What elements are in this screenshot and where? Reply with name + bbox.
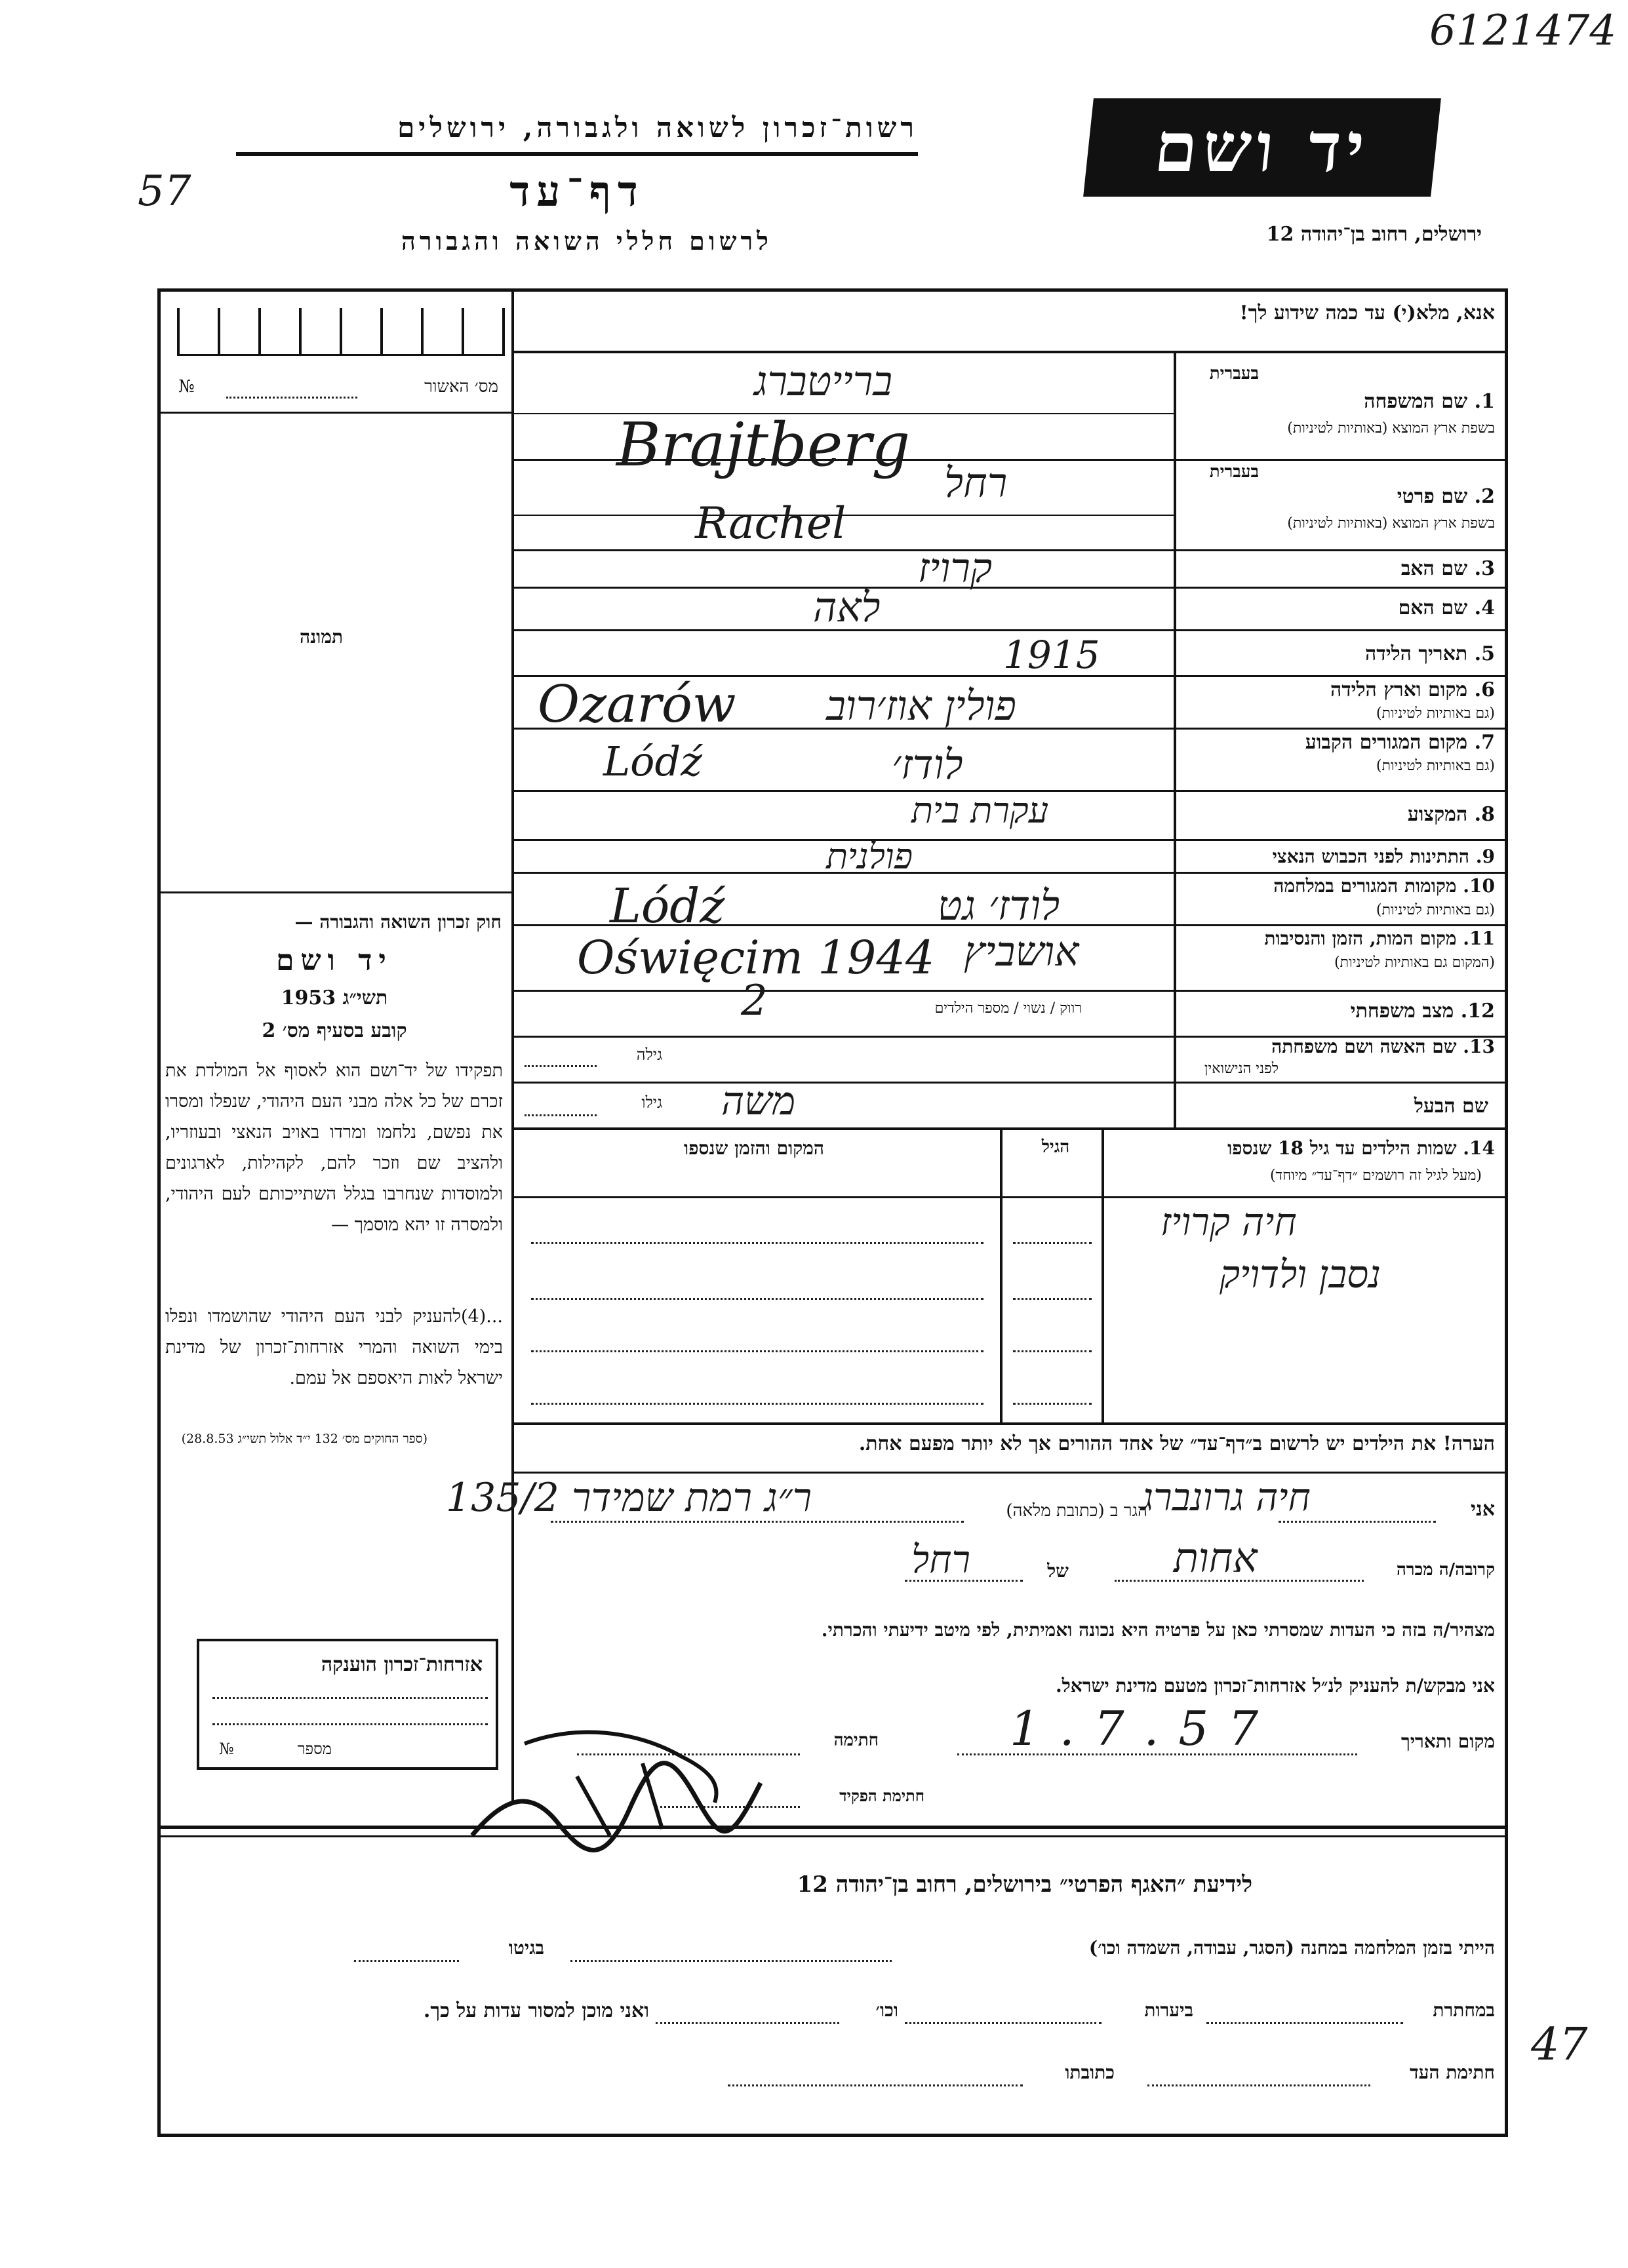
header-address: ירושלים, רחוב בן־יהודה 12 — [1266, 223, 1482, 246]
field-7-label — [1180, 731, 1495, 754]
children-col-place: המקום והזמן שנספו — [684, 1137, 824, 1159]
field-1-value-latin: Brajtberg — [616, 410, 911, 480]
cert-label: מס׳ האשור — [424, 377, 498, 397]
field-11-sub: (המקום גם באותיות לטיניות) — [1334, 954, 1495, 971]
field-10-number: 10. — [1463, 875, 1495, 897]
field-3-value: קרויז — [918, 544, 993, 592]
children-row-line — [531, 1350, 983, 1352]
photo-separator — [157, 891, 511, 893]
field-2-title: שם פרטי — [1397, 485, 1468, 508]
field-6-number: 6. — [1474, 678, 1495, 701]
field-10-value-hebrew: לודז׳ גט — [938, 882, 1060, 929]
decl-relation-value: אחות — [1174, 1534, 1258, 1582]
field-10-label — [1180, 875, 1495, 897]
children-row-line — [1013, 1298, 1092, 1300]
child-row-2: נסבן ולדויק — [1220, 1252, 1381, 1297]
field-13-age-line — [525, 1065, 597, 1067]
children-row-line — [531, 1242, 983, 1244]
decl-i-value: חיה גרונברג — [1141, 1475, 1311, 1519]
field-10-title: מקומות המגורים במלחמה — [1273, 875, 1457, 897]
field-13-number: 13. — [1463, 1036, 1495, 1057]
children-label — [1115, 1137, 1495, 1160]
footer-title: לידיעת ״האגף הפרטי״ בירושלים, רחוב בן־יהודה 12 — [797, 1871, 1252, 1898]
decl-official-label: חתימת הפקיד — [839, 1786, 924, 1805]
footer-line2-underground: במחתרת — [1433, 1999, 1495, 2021]
field-12-label — [1180, 1000, 1495, 1023]
children-row-line — [1013, 1242, 1092, 1244]
children-row-line — [1013, 1403, 1092, 1405]
footer-double-line-bottom — [157, 1835, 1508, 1837]
field-12-value: 2 — [741, 977, 768, 1025]
field-2-sub: בשפת ארץ המוצא (באותיות לטיניות) — [1287, 515, 1495, 532]
row-line — [511, 872, 1508, 874]
field-11-value-latin: Oświęcim 1944 — [577, 931, 935, 985]
field-2-value-latin: Rachel — [695, 498, 846, 549]
decl-of-value: רחל — [911, 1537, 970, 1582]
photo-label: תמונה — [299, 626, 344, 648]
footer-line3-dots-b — [728, 2084, 1023, 2086]
footer-line1-ghetto: בגיטו — [508, 1937, 544, 1959]
field-5-value: 1915 — [1003, 633, 1100, 677]
husband-label: שם הבעל — [1414, 1095, 1488, 1118]
decl-i-line — [1279, 1521, 1436, 1523]
authority-underline — [236, 152, 918, 156]
footer-line1-dots-b — [354, 1960, 459, 1962]
law-title: חוק זכרון השואה והגבורה — — [294, 911, 502, 933]
field-9-title: התתינות לפני הכבוש הנאצי — [1272, 846, 1470, 867]
field-5-label — [1180, 642, 1495, 665]
decl-i-label: אני — [1471, 1498, 1495, 1521]
field-6-title: מקום וארץ הלידה — [1330, 678, 1468, 701]
children-title: שמות הילדים עד גיל 18 שנספו — [1227, 1137, 1457, 1159]
form-title: דף־עד — [509, 167, 645, 216]
footer-line2-forests: ביערות — [1144, 1999, 1193, 2021]
field-12-options: רווק / נשוי / מספר הילדים — [934, 1000, 1082, 1017]
cert-number-sign: № — [178, 377, 195, 397]
field-7-value-latin: Lódź — [603, 737, 702, 785]
decl-place-date-label: מקום ותאריך — [1400, 1730, 1495, 1752]
footer-line2-etc: וכו׳ — [875, 1999, 898, 2021]
field-6-value-hebrew: פולין אוז׳רוב — [826, 682, 1016, 730]
field-8-title: המקצוע — [1407, 803, 1468, 826]
decl-resides-line — [551, 1521, 964, 1523]
form-subtitle: לרשום חללי השואה והגבורה — [401, 226, 772, 256]
margin-mark-57: 57 — [138, 167, 191, 216]
field-11-value-hebrew: אושביץ — [964, 928, 1079, 975]
authority-title: רשות־זכרון לשואה ולגבורה, ירושלים — [397, 111, 918, 144]
field-12-title: מצב משפחתי — [1350, 1000, 1454, 1023]
field-6-value-latin: Ozarów — [538, 675, 736, 734]
footer-line1-dots-a — [570, 1960, 892, 1962]
decl-statement-1: מצהיר/ה בזה כי העדות שמסרתי כאן על פרטיה היא נכונה ואמיתית, לפי מיטב ידיעתי והכרתי. — [821, 1619, 1495, 1641]
footer-line2-testimony: ואני מוכן למסור עדות על כך. — [423, 1999, 649, 2022]
field-7-title: מקום המגורים הקבוע — [1305, 731, 1468, 754]
decl-of-label: של — [1047, 1560, 1069, 1582]
field-7-sub: (גם באותיות לטיניות) — [1376, 758, 1495, 774]
husband-age-line — [525, 1114, 597, 1116]
footer-line2-dots-a — [1206, 2022, 1403, 2024]
field-1-label — [1180, 390, 1495, 413]
children-bottom-line — [511, 1422, 1508, 1425]
husband-value: משה — [721, 1078, 796, 1124]
field-11-number: 11. — [1463, 928, 1495, 949]
row-line — [511, 587, 1508, 589]
husband-age-label: גילו — [641, 1093, 662, 1112]
decl-relation-label: קרובה/ה מכרה — [1396, 1560, 1495, 1580]
field-3-label — [1180, 557, 1495, 580]
child-row-1: חיה קרויז — [1161, 1200, 1297, 1244]
field-2-hebrew-tag: בעברית — [1209, 462, 1259, 482]
field-13-sub: לפני הנישואין — [1204, 1061, 1279, 1077]
children-row-line — [531, 1403, 983, 1405]
field-5-title: תאריך הלידה — [1365, 642, 1468, 665]
law-name: יד ושם — [276, 944, 393, 977]
law-year: תשי״ג 1953 — [281, 987, 388, 1009]
field-5-number: 5. — [1474, 642, 1495, 665]
law-text-continued: ...(4)להעניק לבני העם היהודי שהושמדו ונפלו בימי השואה והמרי אזרחות־זכרון של מדינת ישראל לאות היאספם אל עמם. — [165, 1306, 503, 1388]
box-number-sign: № — [219, 1740, 234, 1758]
row-line — [511, 839, 1508, 841]
children-sub: (מעל לגיל זה רושמים ״דף־עד״ מיוחד) — [1269, 1167, 1482, 1184]
row-line — [511, 1127, 1508, 1130]
field-3-title: שם האב — [1400, 557, 1468, 580]
field-9-label — [1180, 846, 1495, 868]
decl-resides-label: הגר ב (כתובת מלאה) — [1006, 1501, 1147, 1521]
field-6-label — [1180, 678, 1495, 701]
field-11-label — [1180, 928, 1495, 950]
field-4-value: לאה — [813, 583, 881, 631]
footer-line2-dots-c — [656, 2022, 839, 2024]
footer-line3-address: כתובתו — [1065, 2062, 1115, 2083]
field-10-value-latin: Lódź — [610, 878, 725, 933]
decl-place-date-value: 1.7.57 — [1010, 1701, 1279, 1756]
field-12-number: 12. — [1460, 1000, 1495, 1023]
field-10-sub: (גם באותיות לטיניות) — [1376, 902, 1495, 918]
field-6-sub: (גם באותיות לטיניות) — [1376, 705, 1495, 722]
footer-line1-text: הייתי בזמן המלחמה במחנה (הסגר, עבודה, השמדה וכו׳) — [1088, 1937, 1495, 1959]
footer-line3-dots-a — [1147, 2084, 1370, 2086]
field-8-label — [1180, 803, 1495, 826]
intro-separator — [511, 351, 1508, 353]
footer-line2-dots-b — [905, 2022, 1102, 2024]
children-col-age: הגיל — [1041, 1137, 1070, 1157]
decl-signature-label: חתימה — [833, 1730, 879, 1750]
field-8-value: עקרת בית — [911, 790, 1049, 831]
children-header-line — [511, 1196, 1508, 1198]
field-1-sub: בשפת ארץ המוצא (באותיות לטיניות) — [1287, 420, 1495, 437]
children-row-line — [531, 1298, 983, 1300]
field-2-value-hebrew: רחל — [944, 459, 1008, 507]
footer-double-line-top — [157, 1826, 1508, 1829]
law-reference: (ספר החוקים מס׳ 132 י״ד אלול תשי״ג 28.8.53) — [181, 1432, 427, 1446]
box-title: אזרחות־זכרון הוענקה — [321, 1653, 483, 1676]
field-7-value-hebrew: לודז׳ — [892, 741, 963, 789]
serial-boxes — [177, 308, 505, 356]
decl-statement-2: אני מבקש/ת להעניק לנ״ל אזרחות־זכרון מטעם מדינת ישראל. — [1055, 1675, 1495, 1696]
field-1-title: שם המשפחה — [1364, 390, 1468, 413]
field-2-label — [1180, 485, 1495, 508]
field-13-label — [1180, 1036, 1495, 1058]
field-1-value-hebrew: ברייטברג — [754, 357, 893, 405]
law-section: קובע בסעיף מס׳ 2 — [262, 1019, 407, 1042]
children-row-line — [1013, 1350, 1092, 1352]
cert-separator — [157, 412, 511, 414]
field-4-number: 4. — [1474, 596, 1495, 619]
field-label-divider — [1174, 351, 1176, 1127]
cert-line — [226, 397, 357, 399]
field-4-label — [1180, 596, 1495, 619]
law-text: תפקידו של יד־ושם הוא לאסוף אל המולדת את זכרם של כל אלה מבני העם היהודי, שנפלו ומסרו את נפשם, נלחמו ומרדו באויב הנאצי ובעוזריו, ולהציב שם וזכר להם, לקהילות, לארגונים ולמוסדות שנחרבו בגלל השתייכותם לעם היהודי, ולמסרה זו יהא מוסמך — — [165, 1061, 503, 1235]
field-11-title: מקום המות, הזמן והנסיבות — [1264, 928, 1457, 949]
decl-resides-value: ר״ג רמת שמידר 135/2 — [446, 1475, 812, 1521]
field-1-number: 1. — [1474, 390, 1495, 413]
field-13-title: שם האשה ושם משפחתה — [1271, 1036, 1457, 1057]
field-4-title: שם האם — [1398, 596, 1468, 619]
field-3-number: 3. — [1474, 557, 1495, 580]
field-9-number: 9. — [1475, 846, 1495, 867]
signature-scribble — [446, 1698, 813, 1881]
children-age-divider-left — [1000, 1127, 1003, 1422]
field-7-number: 7. — [1474, 731, 1495, 754]
field-8-number: 8. — [1474, 803, 1495, 826]
note-text: הערה! את הילדים יש לרשום ב״דף־עד״ של אחד ההורים אך לא יותר מפעם אחת. — [858, 1432, 1495, 1455]
yad-vashem-logo — [1083, 98, 1441, 197]
note-line — [511, 1472, 1508, 1474]
row-line — [511, 1082, 1508, 1084]
field-9-value: פולנית — [826, 836, 913, 877]
children-number: 14. — [1463, 1137, 1495, 1159]
margin-mark-47: 47 — [1531, 2019, 1588, 2071]
logo-text: יד ושם — [1151, 107, 1374, 187]
top-archive-number: 6121474 — [1429, 7, 1617, 55]
box-number-label: מספר — [297, 1740, 332, 1758]
children-age-divider-right — [1102, 1127, 1104, 1422]
footer-line3-signature: חתימת העד — [1410, 2062, 1495, 2083]
row-line — [511, 629, 1508, 631]
intro-text: אנא, מלא(י) עד כמה שידוע לך! — [1239, 302, 1495, 324]
row-line — [511, 549, 1508, 551]
field-13-age-label: גילה — [636, 1046, 662, 1064]
field-2-number: 2. — [1474, 485, 1495, 508]
field-1-hebrew-tag: בעברית — [1209, 364, 1259, 383]
row-line — [511, 990, 1508, 992]
